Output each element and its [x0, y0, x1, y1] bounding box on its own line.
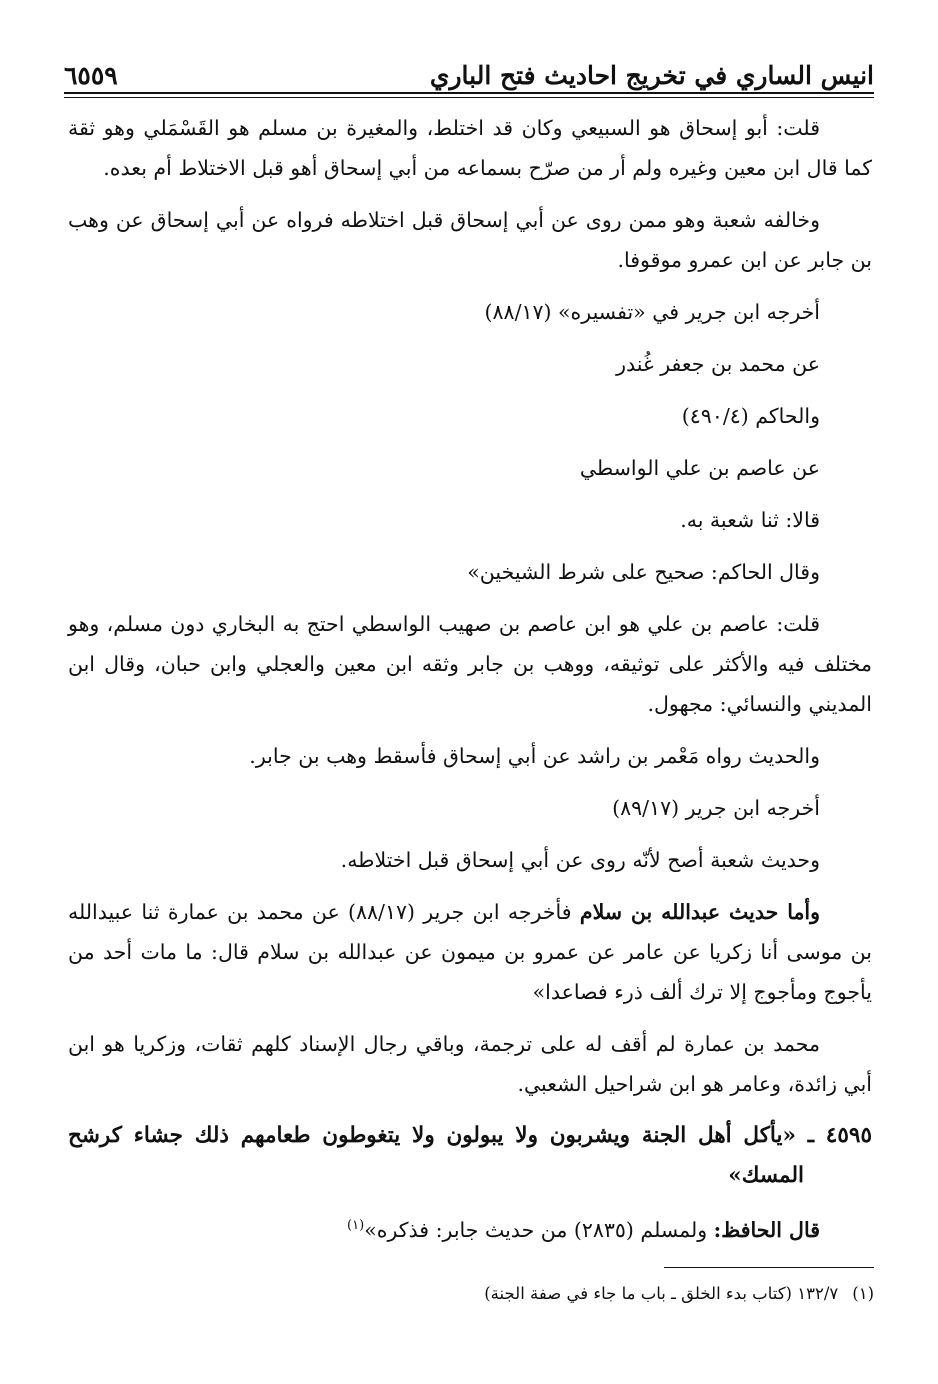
- paragraph-5: محمد بن عمارة لم أقف له على ترجمة، وباقي رجال الإسناد كلهم ثقات، وزكريا هو ابن أبي زائدة، وعامر هو ابن شراحيل الشعبي.: [68, 1032, 872, 1096]
- paragraph-3: قلت: عاصم بن علي هو ابن عاصم بن صهيب الواسطي احتج به البخاري دون مسلم، وهو مختلف فيه والأكثر على توثيقه، ووهب بن جابر وثقه ابن معين والعجلي وابن حبان، وقال ابن المديني والنسائي: مجهول.: [68, 612, 872, 716]
- line-4: عن عاصم بن علي الواسطي: [579, 456, 820, 480]
- line-2: عن محمد بن جعفر غُندر: [616, 352, 820, 376]
- page-number: ٦٥٥٩: [64, 61, 118, 90]
- footnote: [64, 1280, 874, 1308]
- paragraph-4-lead: وأما حديث عبدالله بن سلام: [579, 900, 821, 924]
- line-3: والحاكم (٤٩٠/٤): [681, 404, 820, 428]
- footnote-mark: (١): [852, 1284, 874, 1303]
- header-rule: [64, 92, 874, 98]
- page-header: [64, 50, 874, 90]
- line-6: وقال الحاكم: صحيح على شرط الشيخين»: [467, 560, 820, 584]
- running-title: انيس الساري في تخريج احاديث فتح الباري: [429, 61, 874, 90]
- footnote-text: ١٣٢/٧ (كتاب بدء الخلق ـ باب ما جاء في صفة الجنة): [484, 1284, 839, 1303]
- line-8: أخرجه ابن جرير (٨٩/١٧): [612, 796, 820, 820]
- paragraph-6-rest: ولمسلم (٢٨٣٥) من حديث جابر: فذكره»: [364, 1217, 714, 1242]
- paragraph-6-lead: قال الحافظ:: [713, 1217, 820, 1242]
- paragraph-2: وخالفه شعبة وهو ممن روى عن أبي إسحاق قبل اختلاطه فرواه عن أبي إسحاق عن وهب بن جابر عن ابن عمرو موقوفا.: [68, 208, 872, 272]
- footnote-ref: (١): [347, 1218, 365, 1233]
- paragraph-4: [68, 892, 872, 1012]
- paragraph-6: [68, 1206, 872, 1250]
- paragraph-1: قلت: أبو إسحاق هو السبيعي وكان قد اختلط، والمغيرة بن مسلم هو القَسْمَلي وهو ثقة كما قال ابن معين وغيره ولم أر من صرّح بسماعه من أبي إسحاق أهو قبل الاختلاط أم بعده.: [68, 116, 872, 180]
- main-text: [68, 108, 872, 1262]
- footnote-rule: [664, 1267, 874, 1268]
- line-5: قالا: ثنا شعبة به.: [680, 508, 820, 532]
- line-1: أخرجه ابن جرير في «تفسيره» (٨٨/١٧): [484, 300, 820, 324]
- line-9: وحديث شعبة أصح لأنّه روى عن أبي إسحاق قبل اختلاطه.: [340, 848, 820, 872]
- paragraph-4-rest: فأخرجه ابن جرير (٨٨/١٧) عن محمد بن عمارة ثنا عبيدالله بن موسى أنا زكريا عن عامر عن عمرو بن ميمون عن عبدالله بن سلام قال: ما مات أحد من يأجوج ومأجوج إلا ترك ألف ذرء فصاعدا»: [68, 900, 872, 1004]
- hadith-heading: ٤٥٩٥ ـ «يأكل أهل الجنة ويشربون ولا يبولون ولا يتغوطون طعامهم ذلك جشاء كرشح المسك»: [68, 1123, 872, 1188]
- line-7: والحديث رواه مَعْمر بن راشد عن أبي إسحاق فأسقط وهب بن جابر.: [249, 744, 820, 768]
